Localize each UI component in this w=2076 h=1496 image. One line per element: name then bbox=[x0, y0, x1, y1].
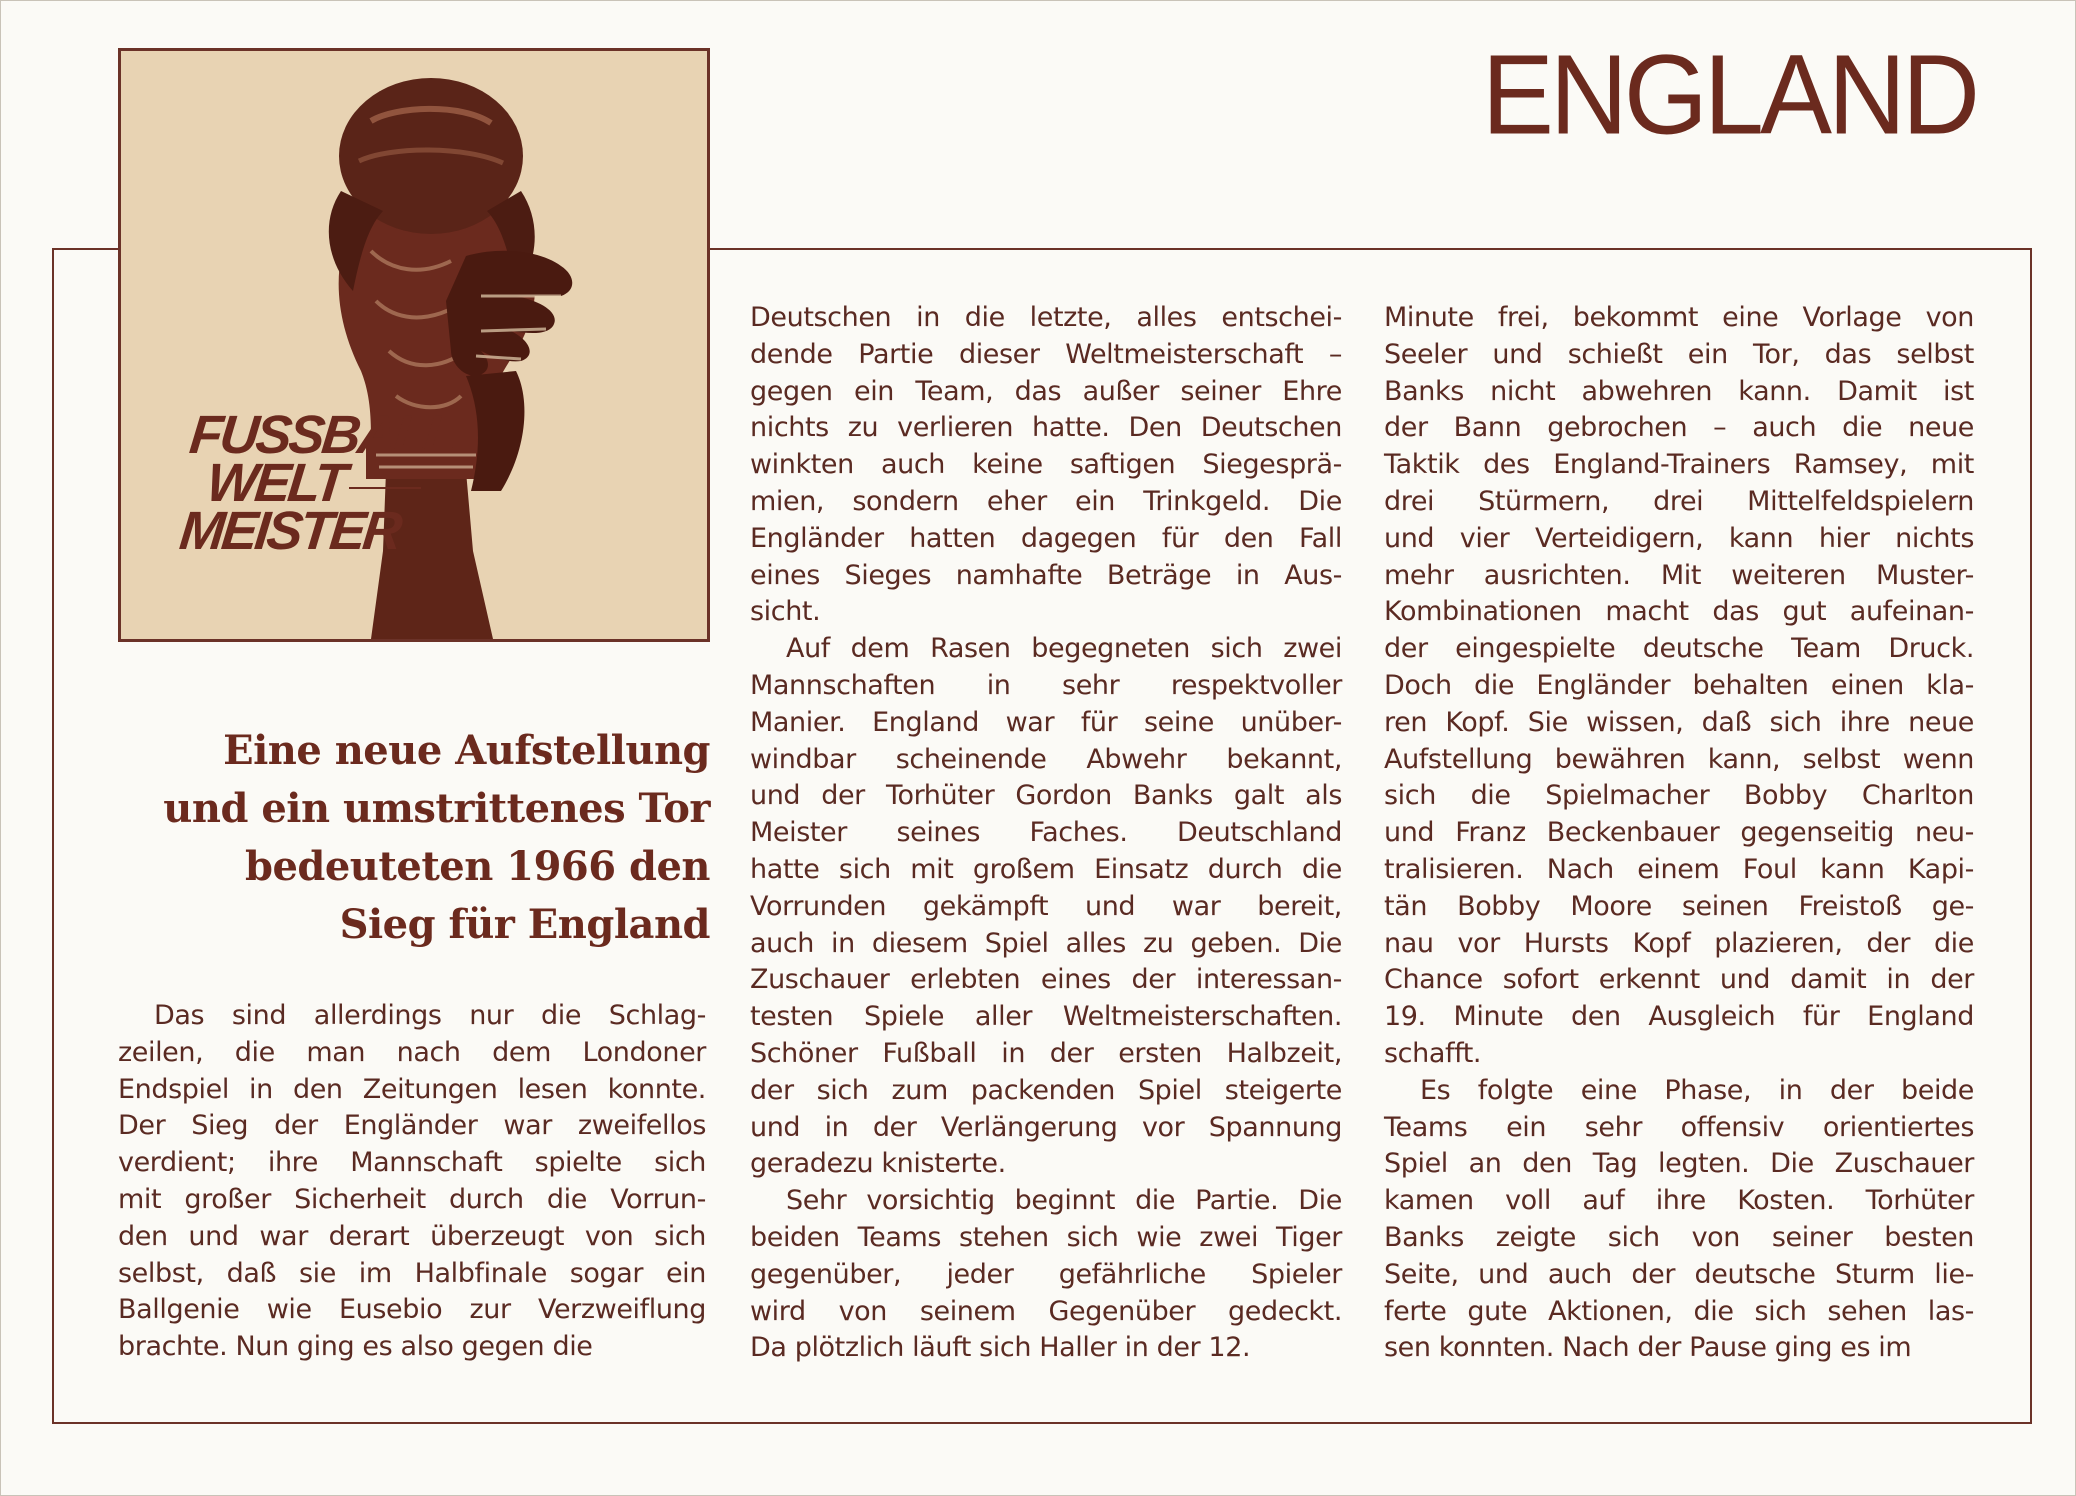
text-line: tralisieren. Nach einem Foul kann Kapi- bbox=[1384, 853, 1974, 885]
text-line: mit großer Sicherheit durch die Vorrun- bbox=[118, 1183, 706, 1215]
text-line: hatte sich mit großem Einsatz durch die bbox=[750, 853, 1342, 885]
text-line: und der Torhüter Gordon Banks galt als bbox=[750, 780, 1342, 812]
text-line: Ballgenie wie Eusebio zur Verzweiflung bbox=[118, 1294, 706, 1326]
article-column-2 bbox=[750, 300, 1342, 1367]
text-line: nau vor Hursts Kopf plazieren, der die bbox=[1384, 927, 1974, 959]
text-line: der eingespielte deutsche Team Druck. bbox=[1384, 633, 1974, 665]
text-line: sen konnten. Nach der Pause ging es im bbox=[1384, 1332, 1912, 1364]
text-line: selbst, daß sie im Halbfinale sogar ein bbox=[118, 1257, 706, 1289]
text-line: Chance sofort erkennt und damit in der bbox=[1384, 964, 1974, 996]
text-line: winkten auch keine saftigen Siegesprä- bbox=[750, 449, 1342, 481]
text-line: Banks nicht abwehren kann. Damit ist bbox=[1384, 375, 1974, 407]
text-line: wird von seinem Gegenüber gedeckt. bbox=[750, 1295, 1342, 1327]
logo-line-welt: WELT bbox=[203, 453, 348, 513]
text-line: ferte gute Aktionen, die sich sehen las- bbox=[1384, 1295, 1974, 1327]
text-line: Da plötzlich läuft sich Haller in der 12. bbox=[750, 1332, 1251, 1364]
text-line: Vorrunden gekämpft und war bereit, bbox=[750, 890, 1342, 922]
text-line: Der Sieg der Engländer war zweifellos bbox=[118, 1110, 706, 1142]
text-line: Meister seines Faches. Deutschland bbox=[750, 817, 1342, 849]
paragraph bbox=[1384, 300, 1974, 1073]
text-line: Spiel an den Tag legten. Die Zuschauer bbox=[1384, 1148, 1974, 1180]
text-line: brachte. Nun ging es also gegen die bbox=[118, 1331, 593, 1363]
paragraph bbox=[750, 631, 1342, 1183]
text-line: gegenüber, jeder gefährliche Spieler bbox=[750, 1258, 1342, 1290]
text-line: drei Stürmern, drei Mittelfeldspielern bbox=[1384, 485, 1974, 517]
text-line: Manier. England war für seine unüber- bbox=[750, 706, 1342, 738]
text-line: tän Bobby Moore seinen Freistoß ge- bbox=[1384, 890, 1974, 922]
text-line: sicht. bbox=[750, 596, 821, 628]
text-line: Teams ein sehr offensiv orientiertes bbox=[1384, 1111, 1974, 1143]
text-line: kamen voll auf ihre Kosten. Torhüter bbox=[1384, 1185, 1974, 1217]
text-line: den und war derart überzeugt von sich bbox=[118, 1220, 706, 1252]
text-line: Doch die Engländer behalten einen kla- bbox=[1384, 669, 1974, 701]
text-line: eines Sieges namhafte Beträge in Aus- bbox=[750, 559, 1342, 591]
page-title: ENGLAND bbox=[1481, 30, 1976, 158]
text-line: der sich zum packenden Spiel steigerte bbox=[750, 1074, 1342, 1106]
text-line: mien, sondern eher ein Trinkgeld. Die bbox=[750, 485, 1342, 517]
article-headline: Eine neue Aufstellung und ein umstrittenes Tor bedeuteten 1966 den Sieg für England bbox=[163, 727, 710, 948]
text-line: gegen ein Team, das außer seiner Ehre bbox=[750, 375, 1342, 407]
paragraph bbox=[118, 998, 706, 1366]
text-line: windbar scheinende Abwehr bekannt, bbox=[750, 743, 1342, 775]
text-line: auch in diesem Spiel alles zu geben. Die bbox=[750, 927, 1342, 959]
text-line: und Franz Beckenbauer gegenseitig neu- bbox=[1384, 817, 1974, 849]
text-line: Es folgte eine Phase, in der beide bbox=[1420, 1074, 1974, 1106]
fussball-weltmeister-logo bbox=[118, 48, 710, 642]
text-line: und in der Verlängerung vor Spannung bbox=[750, 1111, 1342, 1143]
paragraph bbox=[750, 1183, 1342, 1367]
text-line: Banks zeigte sich von seiner besten bbox=[1384, 1221, 1974, 1253]
text-line: Endspiel in den Zeitungen lesen konnte. bbox=[118, 1073, 706, 1105]
text-line: geradezu knisterte. bbox=[750, 1148, 1006, 1180]
article-column-1 bbox=[118, 998, 706, 1366]
logo-line-meister: MEISTER bbox=[176, 501, 403, 561]
text-line: Aufstellung bewähren kann, selbst wenn bbox=[1384, 743, 1974, 775]
text-line: Taktik des England-Trainers Ramsey, mit bbox=[1384, 449, 1974, 481]
text-line: Sehr vorsichtig beginnt die Partie. Die bbox=[786, 1185, 1342, 1217]
text-line: der Bann gebrochen – auch die neue bbox=[1384, 412, 1974, 444]
logo-wordmark bbox=[176, 405, 458, 561]
text-line: dende Partie dieser Weltmeisterschaft – bbox=[750, 338, 1342, 370]
text-line: Schöner Fußball in der ersten Halbzeit, bbox=[750, 1037, 1342, 1069]
text-line: sich die Spielmacher Bobby Charlton bbox=[1384, 780, 1974, 812]
text-line: Kombinationen macht das gut aufeinan- bbox=[1384, 596, 1974, 628]
paragraph bbox=[1384, 1073, 1974, 1367]
text-line: zeilen, die man nach dem Londoner bbox=[118, 1036, 706, 1068]
text-line: Das sind allerdings nur die Schlag- bbox=[154, 1000, 706, 1031]
text-line: nichts zu verlieren hatte. Den Deutschen bbox=[750, 412, 1342, 444]
text-line: Engländer hatten dagegen für den Fall bbox=[750, 522, 1342, 554]
text-line: Minute frei, bekommt eine Vorlage von bbox=[1384, 302, 1974, 333]
text-line: Zuschauer erlebten eines der interessan- bbox=[750, 964, 1342, 996]
text-line: testen Spiele aller Weltmeisterschaften. bbox=[750, 1001, 1342, 1033]
text-line: Auf dem Rasen begegneten sich zwei bbox=[786, 633, 1342, 665]
text-line: Deutschen in die letzte, alles entschei- bbox=[750, 302, 1342, 333]
text-line: mehr ausrichten. Mit weiteren Muster- bbox=[1384, 559, 1974, 591]
text-line: Seeler und schießt ein Tor, das selbst bbox=[1384, 338, 1974, 370]
text-line: verdient; ihre Mannschaft spielte sich bbox=[118, 1147, 706, 1179]
text-line: beiden Teams stehen sich wie zwei Tiger bbox=[750, 1221, 1342, 1253]
paragraph bbox=[750, 300, 1342, 631]
article-column-3 bbox=[1384, 300, 1974, 1367]
text-line: schafft. bbox=[1384, 1037, 1482, 1069]
text-line: Seite, und auch der deutsche Sturm lie- bbox=[1384, 1258, 1974, 1290]
text-line: 19. Minute den Ausgleich für England bbox=[1384, 1001, 1974, 1033]
text-line: Mannschaften in sehr respektvoller bbox=[750, 669, 1342, 701]
text-line: und vier Verteidigern, kann hier nichts bbox=[1384, 522, 1974, 554]
text-line: ren Kopf. Sie wissen, daß sich ihre neue bbox=[1384, 706, 1974, 738]
logo-line-fussball: FUSSBALL bbox=[186, 405, 458, 465]
